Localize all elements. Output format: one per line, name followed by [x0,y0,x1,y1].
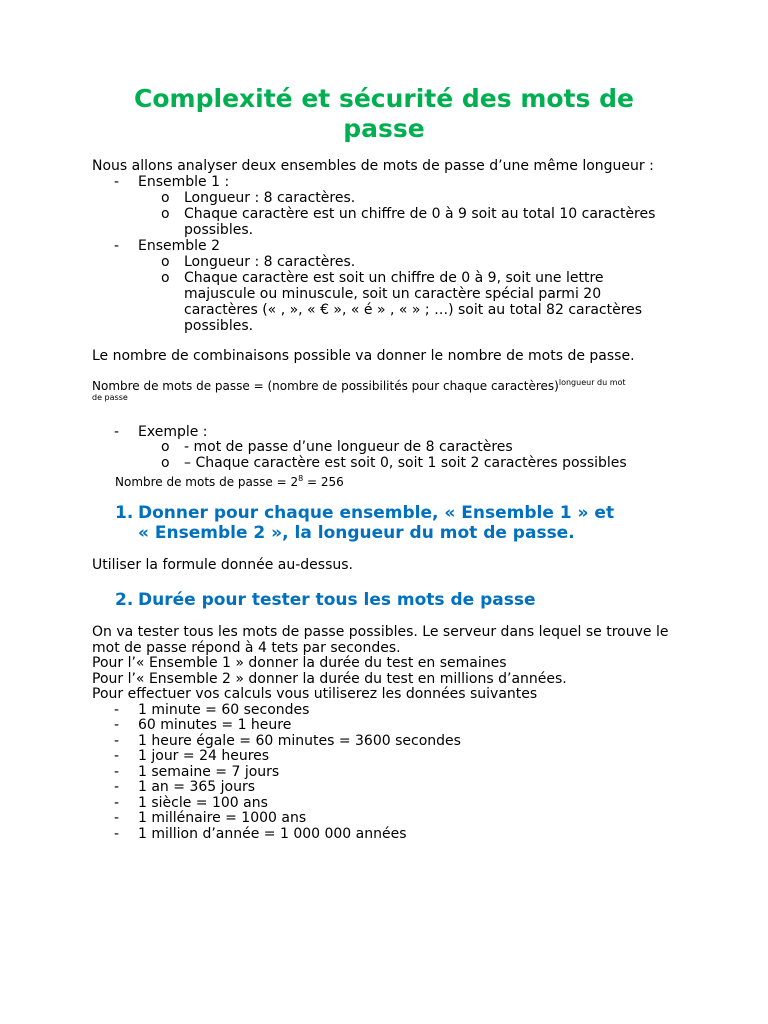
formula-text: Nombre de mots de passe = (nombre de possibilités pour chaque caractères) [92,379,559,393]
bullet-marker: o [161,190,170,206]
formula-exponent: longueur du mot [558,378,626,387]
result-prefix: Nombre de mots de passe = 2 [115,475,299,489]
paragraph-line: mot de passe répond à 4 tets par secondes. [92,640,401,656]
donnee-item: 1 jour = 24 heures [138,748,270,764]
paragraph-line: On va tester tous les mots de passe possibles. Le serveur dans lequel se trouve le [92,624,669,640]
donnee-item: 1 semaine = 7 jours [138,764,280,780]
list-dash: - [114,702,120,718]
bullet-marker: o [161,254,170,270]
result-exponent: 8 [298,474,304,483]
list-item: Longueur : 8 caractères. [184,254,356,270]
list-dash: - [114,717,120,733]
list-item: Longueur : 8 caractères. [184,190,356,206]
list-dash: - [114,810,120,826]
formula-exponent-continued: de passe [92,393,128,402]
bullet-marker: o [161,439,170,455]
list-item: – Chaque caractère est soit 0, soit 1 soit 2 caractères possibles [184,455,627,471]
paragraph-line: Pour effectuer vos calculs vous utiliserez les données suivantes [92,686,538,702]
list-item: possibles. [184,318,254,334]
donnee-item: 60 minutes = 1 heure [138,717,292,733]
bullet-marker: o [161,455,170,471]
donnee-item: 1 heure égale = 60 minutes = 3600 secondes [138,733,461,749]
bullet-marker: o [161,206,170,222]
list-dash: - [114,764,120,780]
list-item: Chaque caractère est un chiffre de 0 à 9 soit au total 10 caractères [184,206,656,222]
list-item: majuscule ou minuscule, soit un caractère spécial parmi 20 [184,286,602,302]
paragraph-line: Pour l’« Ensemble 1 » donner la durée du test en semaines [92,655,507,671]
question-1-number: 1. [115,503,134,523]
list-dash: - [114,424,120,440]
result-suffix: = 256 [303,475,344,489]
question-1-heading: Donner pour chaque ensemble, « Ensemble 1 » et [138,503,615,523]
ensemble1-label: Ensemble 1 : [138,174,230,190]
ensemble2-label: Ensemble 2 [138,238,221,254]
exemple-label: Exemple : [138,424,208,440]
question-1-text: Utiliser la formule donnée au-dessus. [92,557,353,573]
question-1-heading-continued: « Ensemble 2 », la longueur du mot de passe. [138,523,575,543]
donnee-item: 1 millénaire = 1000 ans [138,810,307,826]
question-2-heading: Durée pour tester tous les mots de passe [138,590,536,610]
list-dash: - [114,238,120,254]
list-dash: - [114,174,120,190]
donnee-item: 1 siècle = 100 ans [138,795,268,811]
intro-text: Nous allons analyser deux ensembles de mots de passe d’une même longueur : [92,158,654,174]
list-dash: - [114,748,120,764]
list-item: possibles. [184,222,254,238]
donnee-item: 1 million d’année = 1 000 000 années [138,826,407,842]
list-item: - mot de passe d’une longueur de 8 caractères [184,439,513,455]
bullet-marker: o [161,270,170,286]
exemple-result [115,472,344,489]
list-dash: - [114,826,120,842]
donnee-item: 1 an = 365 jours [138,779,255,795]
list-item: caractères (« , », « € », « é » , « » ; …) soit au total 82 caractères [184,302,643,318]
list-item: Chaque caractère est soit un chiffre de 0 à 9, soit une lettre [184,270,604,286]
document-title: Complexité et sécurité des mots de passe [134,84,634,143]
paragraph-line: Pour l’« Ensemble 2 » donner la durée du test en millions d’années. [92,671,567,687]
formula-line [92,379,626,393]
combinaisons-text: Le nombre de combinaisons possible va donner le nombre de mots de passe. [92,348,635,364]
list-dash: - [114,779,120,795]
list-dash: - [114,733,120,749]
question-2-number: 2. [115,590,134,610]
list-dash: - [114,795,120,811]
donnee-item: 1 minute = 60 secondes [138,702,310,718]
